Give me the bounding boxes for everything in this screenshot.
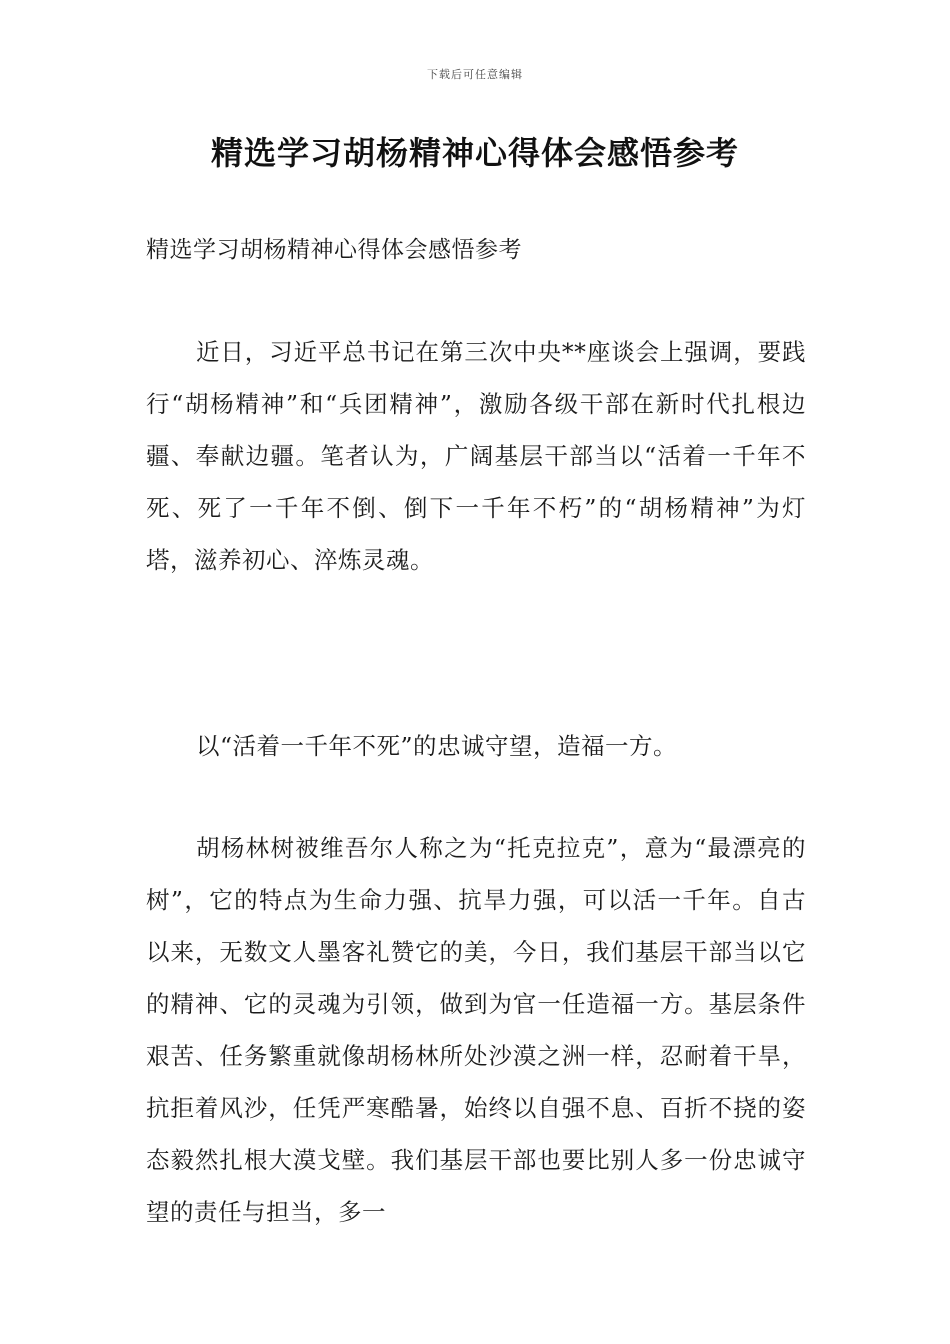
document-subtitle: 精选学习胡杨精神心得体会感悟参考 xyxy=(146,237,522,263)
paragraph-body: 胡杨林树被维吾尔人称之为“托克拉克”，意为“最漂亮的树”，它的特点为生命力强、抗旱力强，可以活一千年。自古以来，无数文人墨客礼赞它的美，今日，我们基层干部当以它的精神、它的灵魂为引领，做到为官一任造福一方。基层条件艰苦、任务繁重就像胡杨林所处沙漠之洲一样，忍耐着干旱，抗拒着风沙，任凭严寒酷暑，始终以自强不息、百折不挠的姿态毅然扎根大漠戈壁。我们基层干部也要比别人多一份忠诚守望的责任与担当，多一 xyxy=(146,834,806,1226)
document-title: 精选学习胡杨精神心得体会感悟参考 xyxy=(210,134,739,172)
paragraph-section-heading: 以“活着一千年不死”的忠诚守望，造福一方。 xyxy=(196,732,678,760)
header-note: 下载后可任意编辑 xyxy=(427,68,523,81)
paragraph-intro: 近日，习近平总书记在第三次中央**座谈会上强调，要践行“胡杨精神”和“兵团精神”，激励各级干部在新时代扎根边疆、奉献边疆。笔者认为，广阔基层干部当以“活着一千年不死、死了一千年不倒、倒下一千年不朽”的“胡杨精神”为灯塔，滋养初心、淬炼灵魂。 xyxy=(146,338,806,574)
